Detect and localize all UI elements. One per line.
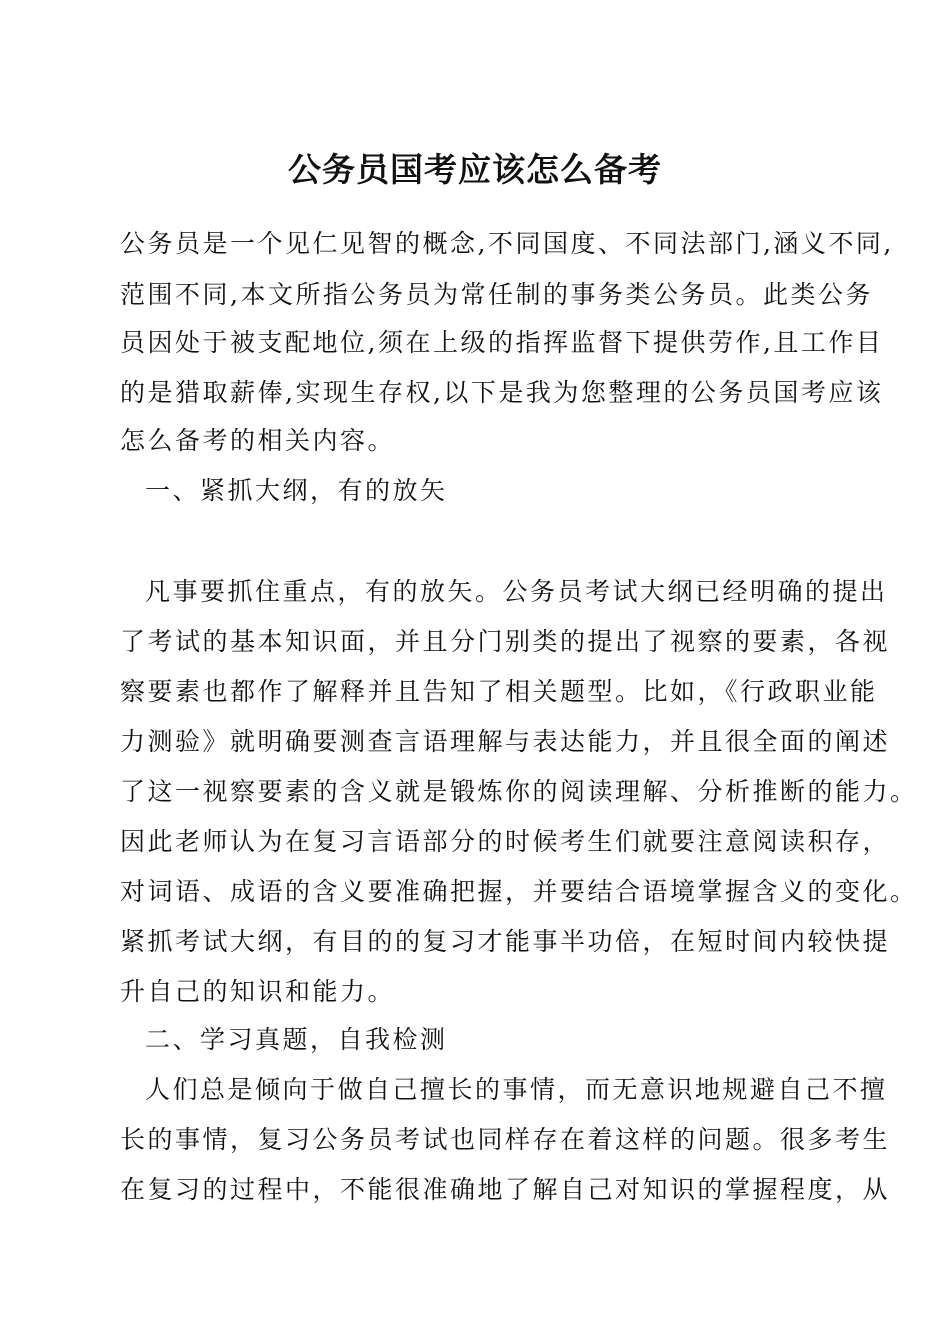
paragraph-line: 公务员是一个见仁见智的概念,不同国度、不同法部门,涵义不同, xyxy=(120,229,894,258)
paragraph-line: 在复习的过程中，不能很准确地了解自己对知识的掌握程度，从 xyxy=(120,1175,891,1204)
paragraph-line: 对词语、成语的含义要准确把握，并要结合语境掌握含义的变化。 xyxy=(120,877,918,906)
paragraph-line: 紧抓考试大纲，有目的的复习才能事半功倍，在短时间内较快提 xyxy=(120,927,891,956)
paragraph-line: 长的事情，复习公务员考试也同样存在着这样的问题。很多考生 xyxy=(120,1125,891,1154)
paragraph-line: 了这一视察要素的含义就是锻炼你的阅读理解、分析推断的能力。 xyxy=(120,777,918,806)
paragraph-line: 员因处于被支配地位,须在上级的指挥监督下提供劳作,且工作目 xyxy=(120,328,884,357)
paragraph-line: 了考试的基本知识面，并且分门别类的提出了视察的要素，各视 xyxy=(120,627,891,656)
paragraph-line: 怎么备考的相关内容。 xyxy=(120,426,396,455)
paragraph-line: 范围不同,本文所指公务员为常任制的事务类公务员。此类公务 xyxy=(120,280,873,309)
paragraph-line: 凡事要抓住重点，有的放矢。公务员考试大纲已经明确的提出 xyxy=(145,577,888,606)
section-heading-2: 二、学习真题，自我检测 xyxy=(145,1025,448,1054)
paragraph-line: 升自己的知识和能力。 xyxy=(120,977,396,1006)
document-title: 公务员国考应该怎么备考 xyxy=(288,150,662,189)
paragraph-line: 察要素也都作了解释并且告知了相关题型。比如，《行政职业能 xyxy=(120,677,878,706)
section-heading-1: 一、紧抓大纲，有的放矢 xyxy=(145,476,448,505)
paragraph-line: 因此老师认为在复习言语部分的时候考生们就要注意阅读积存， xyxy=(120,827,891,856)
paragraph-line: 的是猎取薪俸,实现生存权,以下是我为您整理的公务员国考应该 xyxy=(120,378,884,407)
paragraph-line: 力测验》就明确要测查言语理解与表达能力，并且很全面的阐述 xyxy=(120,727,891,756)
paragraph-line: 人们总是倾向于做自己擅长的事情，而无意识地规避自己不擅 xyxy=(145,1075,888,1104)
